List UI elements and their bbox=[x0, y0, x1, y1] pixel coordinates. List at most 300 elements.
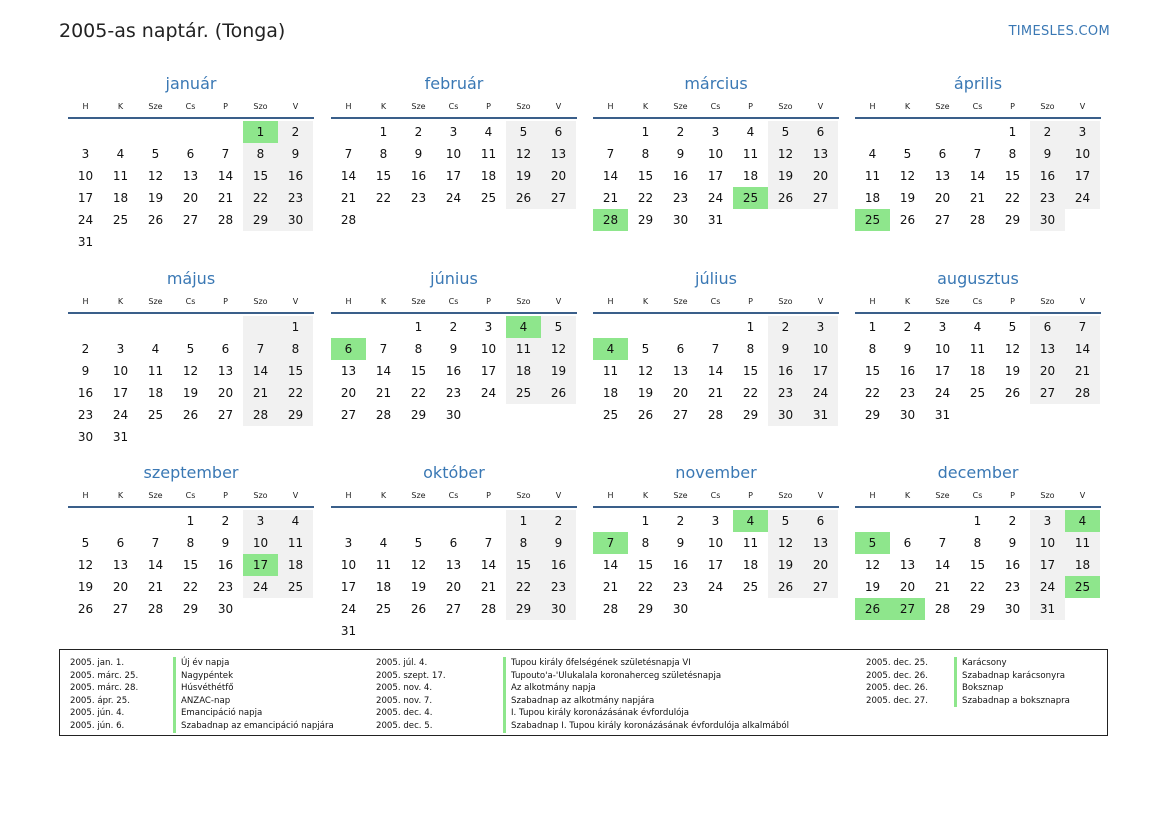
weekday-label: V bbox=[1079, 491, 1086, 500]
day-cell: 28 bbox=[480, 602, 497, 616]
day-cell: 27 bbox=[803, 576, 838, 598]
day-cell: 9 bbox=[768, 338, 803, 360]
day-cell: 10 bbox=[243, 532, 278, 554]
holiday-name: Tupou király őfelségének születésnapja VI bbox=[503, 657, 691, 670]
day-cell: 23 bbox=[1030, 187, 1065, 209]
brand-link[interactable]: TIMESLES.COM bbox=[1008, 24, 1110, 39]
weekday-label: P bbox=[486, 297, 491, 306]
holiday-row bbox=[70, 707, 334, 720]
day-cell: 23 bbox=[77, 408, 94, 422]
day-cell: 3 bbox=[484, 320, 493, 334]
empty-cell bbox=[436, 209, 471, 231]
day-cell: 16 bbox=[541, 554, 576, 576]
day-cell: 5 bbox=[641, 342, 650, 356]
empty-cell bbox=[1065, 404, 1100, 426]
month-name: szeptember bbox=[143, 463, 239, 482]
day-cell: 14 bbox=[969, 169, 986, 183]
day-cell: 24 bbox=[243, 576, 278, 598]
empty-cell bbox=[103, 121, 138, 143]
day-cell: 16 bbox=[410, 169, 427, 183]
day-cell: 3 bbox=[116, 342, 125, 356]
empty-cell bbox=[138, 510, 173, 532]
day-cell: 7 bbox=[973, 147, 982, 161]
day-cell: 30 bbox=[672, 213, 689, 227]
day-cell: 20 bbox=[112, 580, 129, 594]
day-cell: 9 bbox=[1008, 536, 1017, 550]
weekday-label: H bbox=[345, 491, 352, 500]
day-cell: 11 bbox=[506, 338, 541, 360]
weekday-label: Szo bbox=[778, 297, 793, 306]
day-cell: 11 bbox=[278, 532, 313, 554]
weekday-label: P bbox=[1010, 297, 1015, 306]
day-grid bbox=[68, 119, 314, 253]
weekday-label: P bbox=[748, 297, 753, 306]
day-cell: 15 bbox=[864, 364, 881, 378]
holiday-date: 2005. dec. 4. bbox=[376, 708, 433, 719]
day-cell: 17 bbox=[707, 558, 724, 572]
weekday-label: K bbox=[904, 102, 911, 111]
day-cell: 24 bbox=[707, 191, 724, 205]
weekday-header bbox=[593, 292, 839, 314]
day-cell: 14 bbox=[602, 169, 619, 183]
weekday-label: Cs bbox=[448, 491, 459, 500]
holiday-date: 2005. júl. 4. bbox=[376, 658, 428, 668]
weekday-label: Cs bbox=[185, 491, 196, 500]
empty-cell bbox=[68, 510, 103, 532]
empty-cell bbox=[173, 316, 208, 338]
day-cell: 30 bbox=[278, 209, 313, 231]
day-cell: 27 bbox=[217, 408, 234, 422]
day-cell: 11 bbox=[1065, 532, 1100, 554]
day-cell: 9 bbox=[676, 147, 685, 161]
day-cell: 4 bbox=[506, 316, 541, 338]
empty-cell bbox=[436, 510, 471, 532]
day-cell: 13 bbox=[672, 364, 689, 378]
day-cell: 28 bbox=[602, 602, 619, 616]
day-cell: 13 bbox=[182, 169, 199, 183]
weekday-label: V bbox=[555, 102, 562, 111]
day-cell: 26 bbox=[77, 602, 94, 616]
day-cell: 29 bbox=[182, 602, 199, 616]
day-cell: 2 bbox=[768, 316, 803, 338]
day-cell: 28 bbox=[969, 213, 986, 227]
day-cell: 18 bbox=[506, 360, 541, 382]
weekday-label: V bbox=[1079, 297, 1086, 306]
day-cell: 21 bbox=[340, 191, 357, 205]
day-cell: 12 bbox=[541, 338, 576, 360]
day-cell: 3 bbox=[81, 147, 90, 161]
holiday-name: ANZAC-nap bbox=[173, 695, 230, 708]
day-cell: 30 bbox=[768, 404, 803, 426]
day-cell: 21 bbox=[480, 580, 497, 594]
day-grid bbox=[68, 314, 314, 448]
month-name: június bbox=[430, 269, 478, 288]
month-block bbox=[855, 268, 1101, 426]
holiday-date: 2005. szept. 17. bbox=[376, 670, 446, 681]
day-cell: 4 bbox=[484, 125, 493, 139]
day-cell: 24 bbox=[340, 602, 357, 616]
day-cell: 10 bbox=[803, 338, 838, 360]
day-cell: 4 bbox=[868, 147, 877, 161]
day-cell: 12 bbox=[410, 558, 427, 572]
holiday-name: Karácsony bbox=[954, 657, 1007, 670]
empty-cell bbox=[541, 209, 576, 231]
weekday-label: K bbox=[117, 297, 124, 306]
day-cell: 2 bbox=[221, 514, 230, 528]
day-cell: 23 bbox=[672, 191, 689, 205]
day-cell: 24 bbox=[803, 382, 838, 404]
empty-cell bbox=[243, 426, 278, 448]
day-cell: 27 bbox=[803, 187, 838, 209]
weekday-label: K bbox=[642, 297, 649, 306]
weekday-label: Cs bbox=[710, 491, 721, 500]
empty-cell bbox=[366, 209, 401, 231]
day-cell: 20 bbox=[803, 554, 838, 576]
weekday-label: Szo bbox=[516, 297, 531, 306]
weekday-header bbox=[331, 97, 577, 119]
day-cell: 9 bbox=[221, 536, 230, 550]
day-cell: 20 bbox=[672, 386, 689, 400]
day-cell: 23 bbox=[445, 386, 462, 400]
day-cell: 18 bbox=[969, 364, 986, 378]
empty-cell bbox=[960, 121, 995, 143]
day-cell: 26 bbox=[855, 598, 890, 620]
weekday-label: K bbox=[904, 297, 911, 306]
weekday-label: Szo bbox=[516, 102, 531, 111]
day-cell: 25 bbox=[480, 191, 497, 205]
day-grid bbox=[855, 119, 1101, 231]
day-cell: 29 bbox=[864, 408, 881, 422]
day-cell: 7 bbox=[606, 147, 615, 161]
holiday-date: 2005. dec. 27. bbox=[866, 695, 928, 706]
day-cell: 27 bbox=[1030, 382, 1065, 404]
weekday-label: Sze bbox=[673, 491, 688, 500]
day-cell: 13 bbox=[934, 169, 951, 183]
day-cell: 18 bbox=[742, 169, 759, 183]
month-block bbox=[593, 73, 839, 231]
day-cell: 2 bbox=[278, 121, 313, 143]
empty-cell bbox=[995, 404, 1030, 426]
empty-cell bbox=[243, 598, 278, 620]
empty-cell bbox=[366, 316, 401, 338]
day-cell: 7 bbox=[938, 536, 947, 550]
day-cell: 5 bbox=[414, 536, 423, 550]
month-block bbox=[331, 268, 577, 426]
holiday-name: Emancipáció napja bbox=[173, 707, 262, 720]
day-cell: 21 bbox=[147, 580, 164, 594]
weekday-label: Sze bbox=[935, 491, 950, 500]
day-cell: 29 bbox=[637, 602, 654, 616]
day-cell: 9 bbox=[414, 147, 423, 161]
day-cell: 26 bbox=[147, 213, 164, 227]
day-cell: 2 bbox=[449, 320, 458, 334]
day-cell: 25 bbox=[278, 576, 313, 598]
day-grid bbox=[593, 508, 839, 620]
day-cell: 21 bbox=[243, 382, 278, 404]
day-cell: 14 bbox=[217, 169, 234, 183]
day-grid bbox=[855, 508, 1101, 620]
day-cell: 12 bbox=[637, 364, 654, 378]
day-cell: 25 bbox=[602, 408, 619, 422]
holiday-date: 2005. dec. 5. bbox=[376, 720, 433, 731]
day-cell: 1 bbox=[746, 320, 755, 334]
day-cell: 30 bbox=[899, 408, 916, 422]
empty-cell bbox=[68, 316, 103, 338]
day-cell: 7 bbox=[593, 532, 628, 554]
empty-cell bbox=[733, 598, 768, 620]
holiday-row bbox=[376, 670, 789, 683]
weekday-label: Cs bbox=[710, 297, 721, 306]
holiday-list bbox=[59, 649, 1108, 736]
day-cell: 20 bbox=[541, 165, 576, 187]
day-cell: 25 bbox=[855, 209, 890, 231]
empty-cell bbox=[541, 404, 576, 426]
day-cell: 19 bbox=[410, 580, 427, 594]
holiday-date: 2005. jan. 1. bbox=[70, 658, 125, 668]
day-cell: 14 bbox=[340, 169, 357, 183]
day-cell: 2 bbox=[414, 125, 423, 139]
day-cell: 7 bbox=[221, 147, 230, 161]
month-name: január bbox=[165, 74, 217, 93]
day-cell: 22 bbox=[969, 580, 986, 594]
empty-cell bbox=[1065, 598, 1100, 620]
day-cell: 12 bbox=[147, 169, 164, 183]
day-cell: 29 bbox=[278, 404, 313, 426]
day-cell: 18 bbox=[112, 191, 129, 205]
day-cell: 21 bbox=[934, 580, 951, 594]
day-cell: 16 bbox=[768, 360, 803, 382]
day-cell: 4 bbox=[116, 147, 125, 161]
day-cell: 5 bbox=[151, 147, 160, 161]
day-cell: 15 bbox=[278, 360, 313, 382]
day-cell: 1 bbox=[379, 125, 388, 139]
day-cell: 15 bbox=[182, 558, 199, 572]
day-cell: 5 bbox=[903, 147, 912, 161]
day-cell: 14 bbox=[480, 558, 497, 572]
day-grid bbox=[68, 508, 314, 620]
empty-cell bbox=[471, 620, 506, 642]
holiday-name: Szabadnap az emancipáció napjára bbox=[173, 720, 334, 733]
day-cell: 26 bbox=[768, 187, 803, 209]
empty-cell bbox=[436, 620, 471, 642]
day-cell: 17 bbox=[480, 364, 497, 378]
weekday-label: P bbox=[748, 491, 753, 500]
day-cell: 10 bbox=[1030, 532, 1065, 554]
empty-cell bbox=[278, 426, 313, 448]
day-cell: 13 bbox=[217, 364, 234, 378]
weekday-label: Sze bbox=[935, 297, 950, 306]
weekday-label: H bbox=[869, 297, 876, 306]
holiday-date: 2005. dec. 26. bbox=[866, 683, 928, 694]
day-cell: 10 bbox=[445, 147, 462, 161]
day-cell: 1 bbox=[414, 320, 423, 334]
weekday-header bbox=[331, 292, 577, 314]
empty-cell bbox=[366, 620, 401, 642]
day-cell: 6 bbox=[541, 121, 576, 143]
day-cell: 20 bbox=[934, 191, 951, 205]
weekday-label: K bbox=[380, 297, 387, 306]
day-cell: 9 bbox=[1030, 143, 1065, 165]
weekday-label: Szo bbox=[516, 491, 531, 500]
empty-cell bbox=[243, 316, 278, 338]
day-cell: 31 bbox=[77, 235, 94, 249]
day-cell: 31 bbox=[803, 404, 838, 426]
day-cell: 4 bbox=[746, 125, 755, 139]
day-cell: 8 bbox=[868, 342, 877, 356]
day-cell: 13 bbox=[1030, 338, 1065, 360]
day-cell: 1 bbox=[1008, 125, 1017, 139]
weekday-label: H bbox=[869, 491, 876, 500]
weekday-header bbox=[331, 486, 577, 508]
day-cell: 8 bbox=[278, 338, 313, 360]
day-cell: 22 bbox=[1004, 191, 1021, 205]
empty-cell bbox=[663, 316, 698, 338]
day-cell: 27 bbox=[672, 408, 689, 422]
day-cell: 13 bbox=[803, 532, 838, 554]
day-cell: 6 bbox=[449, 536, 458, 550]
day-cell: 10 bbox=[1065, 143, 1100, 165]
month-name: július bbox=[695, 269, 737, 288]
weekday-label: Sze bbox=[148, 491, 163, 500]
day-cell: 23 bbox=[410, 191, 427, 205]
day-cell: 7 bbox=[1065, 316, 1100, 338]
day-cell: 8 bbox=[641, 147, 650, 161]
day-cell: 6 bbox=[676, 342, 685, 356]
day-cell: 27 bbox=[445, 602, 462, 616]
empty-cell bbox=[471, 209, 506, 231]
empty-cell bbox=[208, 231, 243, 253]
empty-cell bbox=[593, 121, 628, 143]
day-cell: 14 bbox=[707, 364, 724, 378]
day-cell: 21 bbox=[602, 580, 619, 594]
day-cell: 16 bbox=[1030, 165, 1065, 187]
day-cell: 31 bbox=[1030, 598, 1065, 620]
weekday-label: Szo bbox=[778, 102, 793, 111]
day-cell: 8 bbox=[506, 532, 541, 554]
day-cell: 4 bbox=[151, 342, 160, 356]
day-cell: 26 bbox=[1004, 386, 1021, 400]
weekday-label: K bbox=[380, 102, 387, 111]
month-name: március bbox=[684, 74, 748, 93]
day-cell: 8 bbox=[641, 536, 650, 550]
day-cell: 1 bbox=[278, 316, 313, 338]
empty-cell bbox=[1030, 404, 1065, 426]
day-cell: 16 bbox=[278, 165, 313, 187]
day-cell: 14 bbox=[243, 360, 278, 382]
day-cell: 3 bbox=[938, 320, 947, 334]
day-cell: 1 bbox=[973, 514, 982, 528]
day-cell: 10 bbox=[112, 364, 129, 378]
day-cell: 22 bbox=[506, 576, 541, 598]
day-cell: 26 bbox=[637, 408, 654, 422]
day-cell: 20 bbox=[182, 191, 199, 205]
day-cell: 6 bbox=[331, 338, 366, 360]
day-cell: 13 bbox=[899, 558, 916, 572]
weekday-label: Sze bbox=[673, 297, 688, 306]
day-cell: 20 bbox=[1030, 360, 1065, 382]
weekday-label: P bbox=[486, 102, 491, 111]
day-cell: 8 bbox=[379, 147, 388, 161]
day-grid bbox=[593, 119, 839, 231]
day-cell: 27 bbox=[890, 598, 925, 620]
day-cell: 12 bbox=[768, 532, 803, 554]
day-cell: 18 bbox=[864, 191, 881, 205]
day-cell: 2 bbox=[676, 125, 685, 139]
month-block bbox=[855, 462, 1101, 620]
day-cell: 2 bbox=[541, 510, 576, 532]
holiday-column bbox=[376, 657, 789, 733]
day-cell: 15 bbox=[969, 558, 986, 572]
day-cell: 19 bbox=[541, 360, 576, 382]
day-cell: 23 bbox=[541, 576, 576, 598]
weekday-label: Sze bbox=[411, 297, 426, 306]
day-cell: 7 bbox=[484, 536, 493, 550]
weekday-label: V bbox=[292, 491, 299, 500]
empty-cell bbox=[138, 121, 173, 143]
day-cell: 18 bbox=[602, 386, 619, 400]
day-cell: 1 bbox=[506, 510, 541, 532]
day-cell: 19 bbox=[899, 191, 916, 205]
empty-cell bbox=[366, 510, 401, 532]
empty-cell bbox=[471, 404, 506, 426]
empty-cell bbox=[331, 316, 366, 338]
day-cell: 22 bbox=[375, 191, 392, 205]
day-cell: 25 bbox=[147, 408, 164, 422]
month-name: október bbox=[423, 463, 485, 482]
day-cell: 27 bbox=[541, 187, 576, 209]
weekday-label: Szo bbox=[253, 297, 268, 306]
weekday-label: H bbox=[82, 102, 89, 111]
day-cell: 9 bbox=[903, 342, 912, 356]
weekday-label: P bbox=[486, 491, 491, 500]
weekday-label: Cs bbox=[710, 102, 721, 111]
holiday-name: Tupouto'a-'Ulukalala koronaherceg születésnapja bbox=[503, 670, 721, 683]
day-cell: 18 bbox=[375, 580, 392, 594]
empty-cell bbox=[208, 316, 243, 338]
day-cell: 5 bbox=[81, 536, 90, 550]
weekday-label: Sze bbox=[411, 102, 426, 111]
day-cell: 25 bbox=[375, 602, 392, 616]
day-cell: 17 bbox=[1030, 554, 1065, 576]
day-cell: 29 bbox=[969, 602, 986, 616]
empty-cell bbox=[173, 426, 208, 448]
day-cell: 6 bbox=[221, 342, 230, 356]
day-cell: 28 bbox=[934, 602, 951, 616]
day-cell: 7 bbox=[379, 342, 388, 356]
day-cell: 26 bbox=[410, 602, 427, 616]
day-cell: 8 bbox=[746, 342, 755, 356]
day-cell: 6 bbox=[803, 121, 838, 143]
day-cell: 16 bbox=[672, 558, 689, 572]
holiday-row bbox=[70, 670, 334, 683]
empty-cell bbox=[331, 510, 366, 532]
empty-cell bbox=[698, 598, 733, 620]
day-cell: 17 bbox=[1065, 165, 1100, 187]
weekday-label: Sze bbox=[411, 491, 426, 500]
day-cell: 10 bbox=[480, 342, 497, 356]
empty-cell bbox=[960, 404, 995, 426]
day-cell: 16 bbox=[672, 169, 689, 183]
weekday-label: Szo bbox=[1040, 491, 1055, 500]
weekday-label: H bbox=[869, 102, 876, 111]
day-cell: 15 bbox=[375, 169, 392, 183]
day-cell: 21 bbox=[969, 191, 986, 205]
holiday-date: 2005. márc. 28. bbox=[70, 683, 139, 694]
day-cell: 15 bbox=[742, 364, 759, 378]
holiday-row bbox=[70, 657, 334, 670]
holiday-name: Nagypéntek bbox=[173, 670, 233, 683]
weekday-label: Cs bbox=[448, 297, 459, 306]
